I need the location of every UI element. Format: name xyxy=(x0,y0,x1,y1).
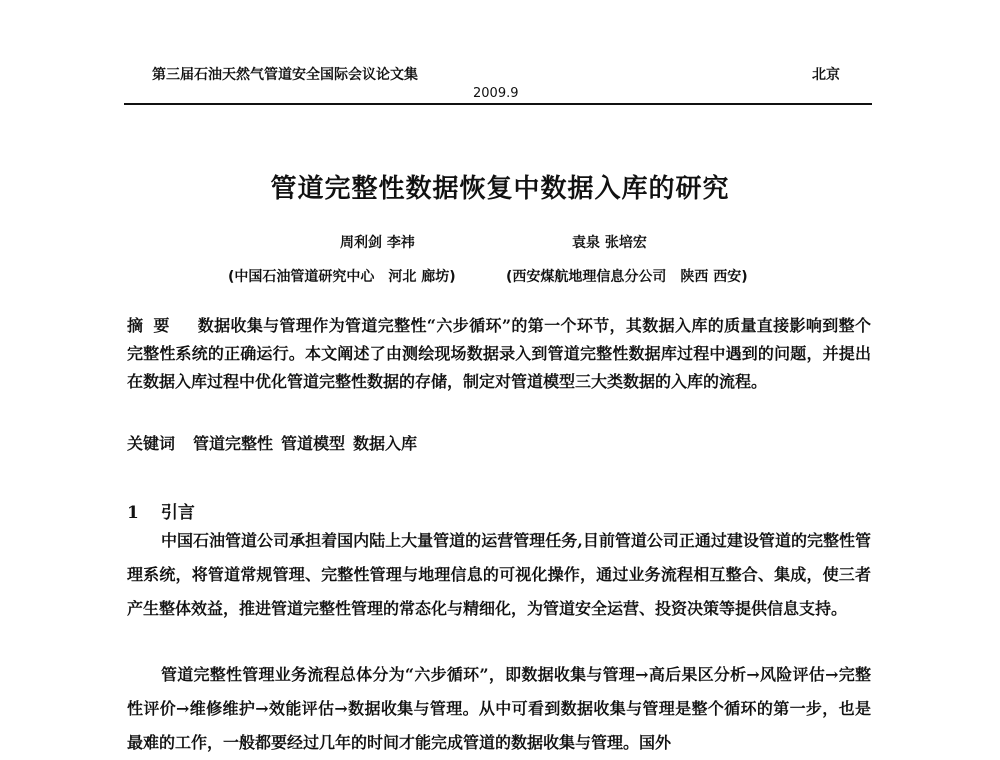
section-title: 引言 xyxy=(160,503,195,523)
abstract xyxy=(127,312,871,396)
running-header-date: 2009.9 xyxy=(473,86,519,101)
keyword-item: 数据入库 xyxy=(353,434,418,453)
keywords-label: 关键词 xyxy=(127,434,176,453)
keyword-item: 管道模型 xyxy=(281,434,346,453)
running-header-proceedings: 第三届石油天然气管道安全国际会议论文集 xyxy=(152,67,418,83)
abstract-text: 数据收集与管理作为管道完整性“六步循环”的第一个环节，其数据入库的质量直接影响到整个完整性系统的正确运行。本文阐述了由测绘现场数据录入到管道完整性数据库过程中遇到的问题，并提出在数据入库过程中优化管道完整性数据的存储，制定对管道模型三大类数据的入库的流程。 xyxy=(127,316,871,391)
section-number: 1 xyxy=(127,503,139,523)
author-group-1-names: 周利剑 李祎 xyxy=(340,235,415,251)
header-divider xyxy=(124,103,872,105)
keyword-item: 管道完整性 xyxy=(193,434,274,453)
section-heading xyxy=(127,498,195,523)
body-paragraph: 管道完整性管理业务流程总体分为“六步循环”，即数据收集与管理→高后果区分析→风险评估→完整性评价→维修维护→效能评估→数据收集与管理。从中可看到数据收集与管理是整个循环的第一步，也是最难的工作，一般都要经过几年的时间才能完成管道的数据收集与管理。国外 xyxy=(127,665,871,752)
keywords xyxy=(127,430,871,458)
paper-title: 管道完整性数据恢复中数据入库的研究 xyxy=(270,174,730,204)
author-group-1-affiliation: (中国石油管道研究中心 河北 廊坊) xyxy=(228,269,456,285)
author-group-2-names: 袁泉 张培宏 xyxy=(572,235,647,251)
running-header-city: 北京 xyxy=(812,67,840,83)
abstract-label: 摘要 xyxy=(127,316,180,335)
author-group-2-affiliation: (西安煤航地理信息分公司 陕西 西安) xyxy=(506,269,748,285)
body-paragraph: 中国石油管道公司承担着国内陆上大量管道的运营管理任务,目前管道公司正通过建设管道的完整性管理系统，将管道常规管理、完整性管理与地理信息的可视化操作，通过业务流程相互整合、集成，使三者产生整体效益，推进管道完整性管理的常态化与精细化，为管道安全运营、投资决策等提供信息支持。 xyxy=(127,531,871,618)
